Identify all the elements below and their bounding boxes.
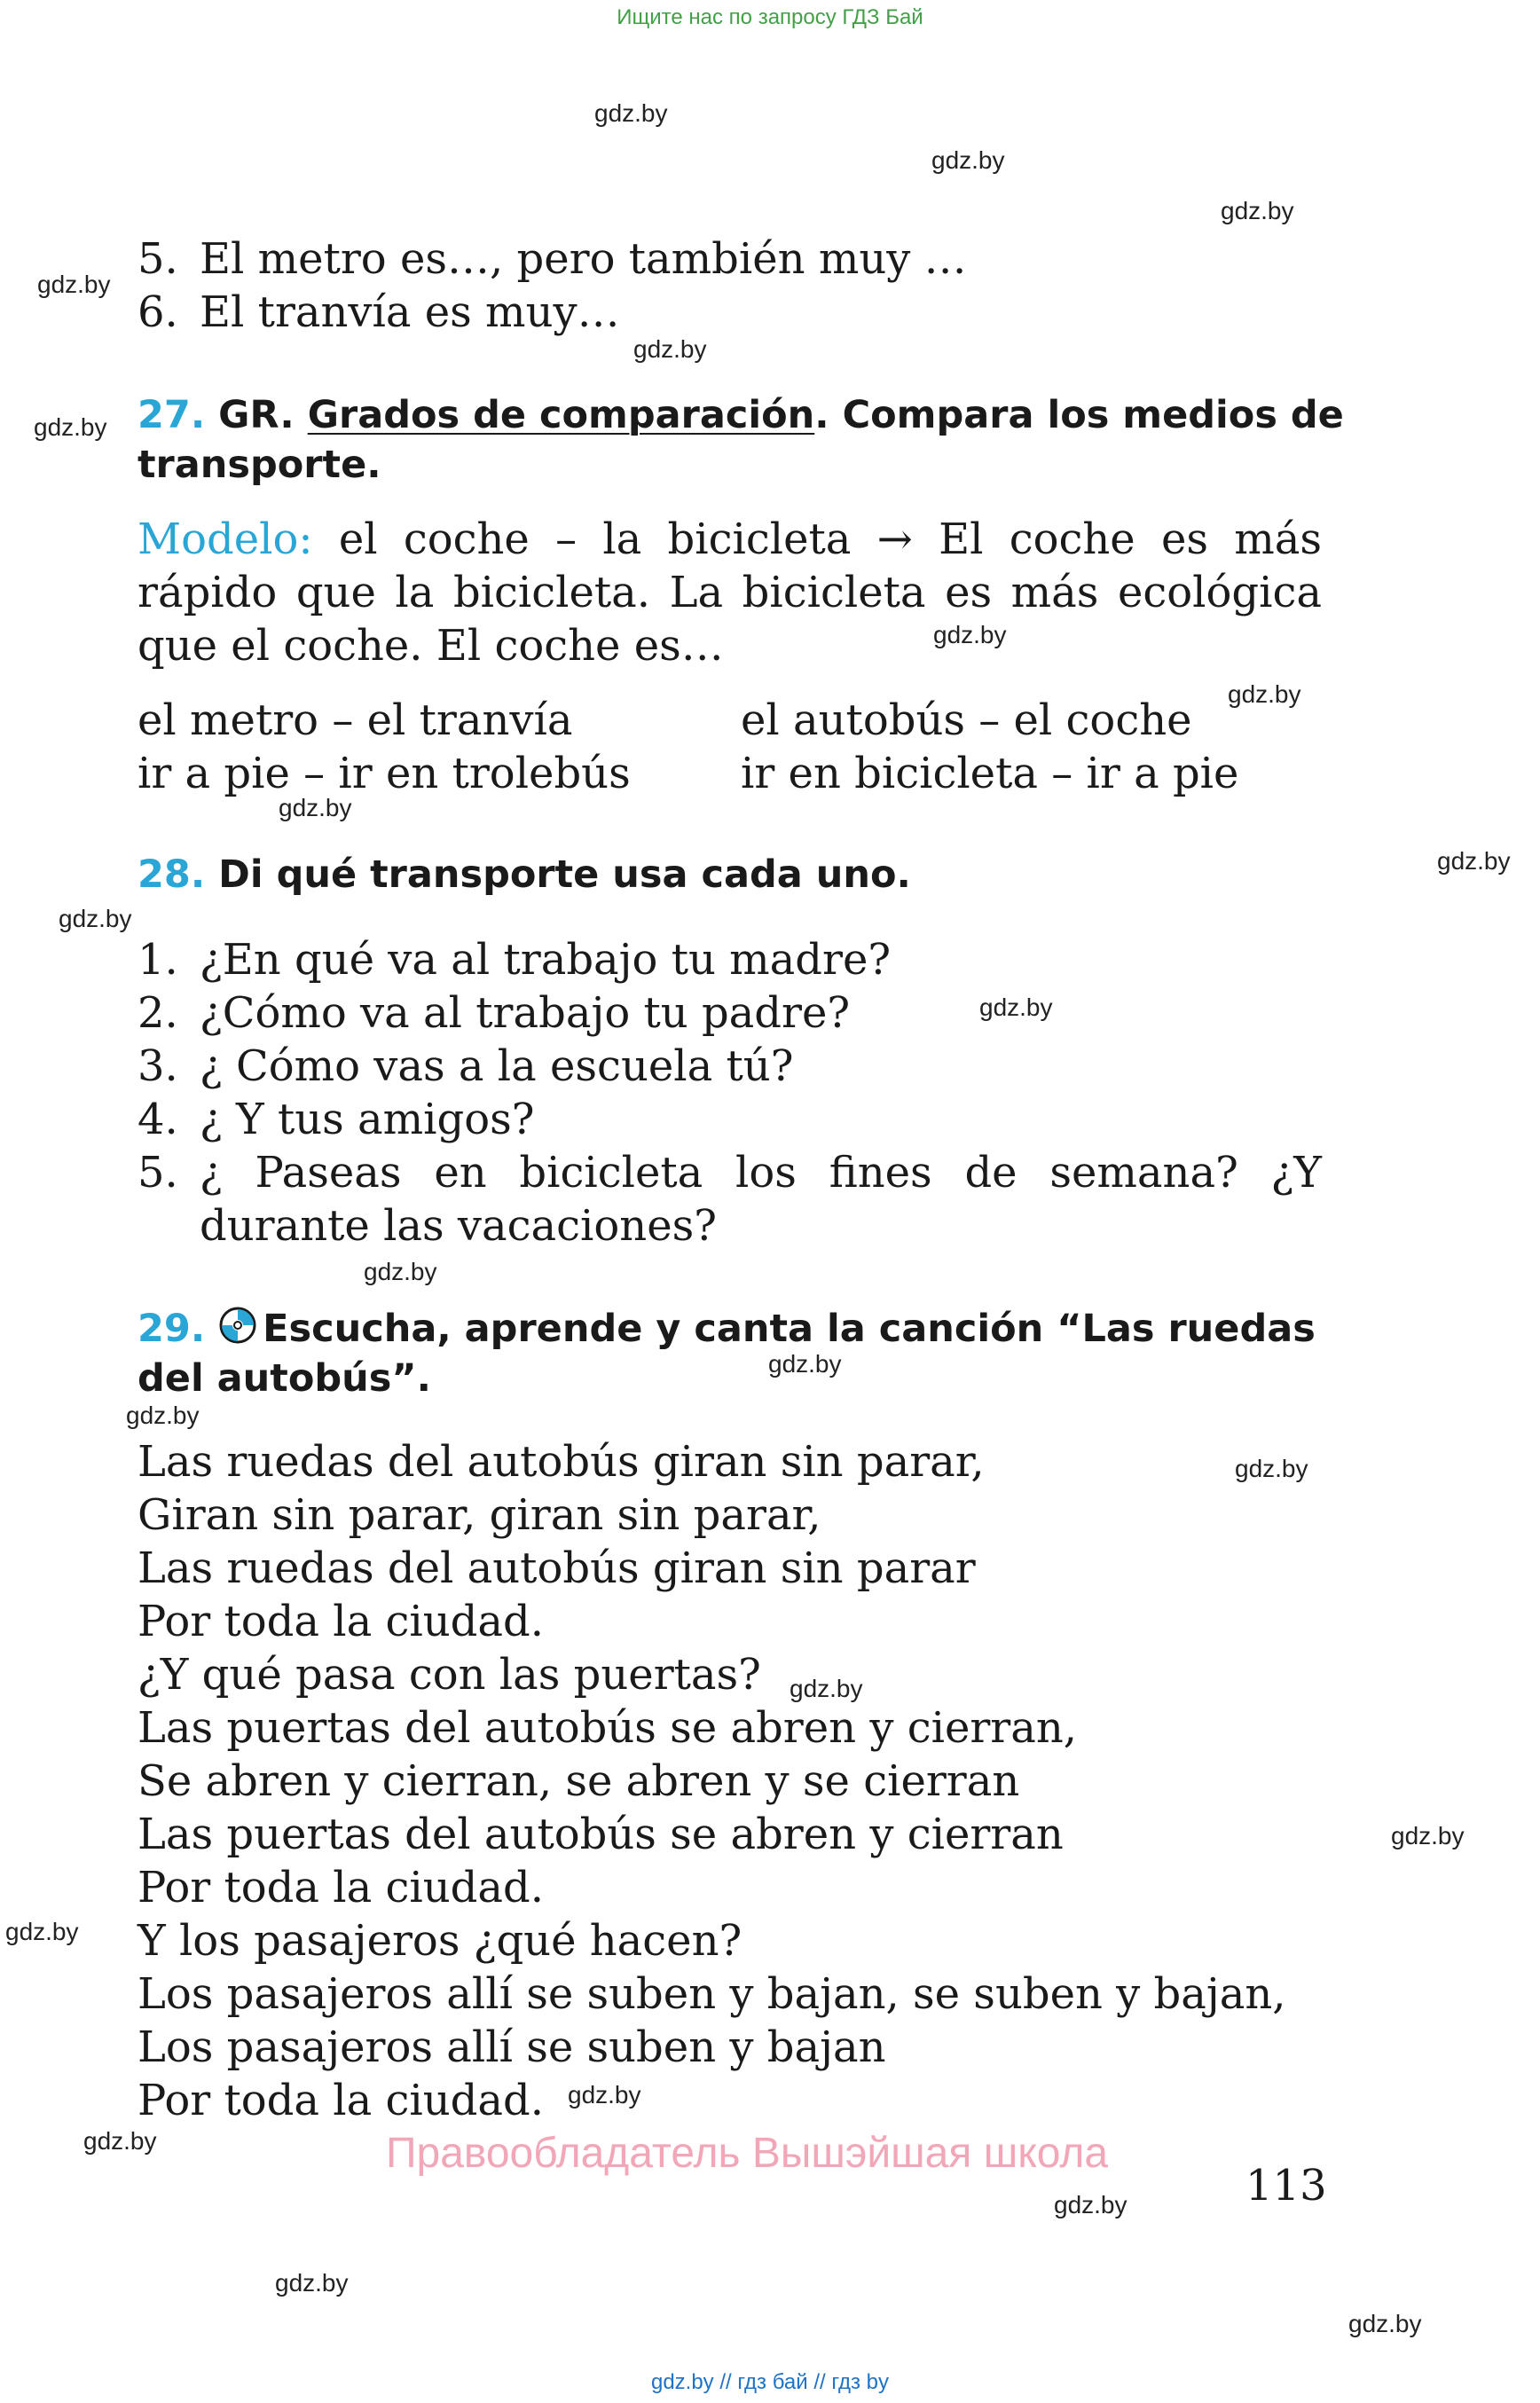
question-item: 5. ¿ Paseas en bicicleta los fines de semana? ¿Y durante las vacaciones? — [138, 1148, 1322, 1251]
song-line: Por toda la ciudad. — [138, 1597, 544, 1646]
song-line: Las puertas del autobús se abren y cierran, — [138, 1703, 1078, 1753]
song-line: Y los pasajeros ¿qué hacen? — [138, 1916, 742, 1966]
watermark: gdz.by — [1391, 1822, 1465, 1849]
song-line: Se abren y cierran, se abren y se cierran — [138, 1756, 1020, 1806]
watermark: gdz.by — [933, 621, 1007, 648]
song-line: Por toda la ciudad. — [138, 1863, 544, 1912]
top-banner[interactable]: Ищите нас по запросу ГДЗ Бай — [617, 5, 923, 29]
watermark: gdz.by — [1235, 1455, 1308, 1482]
watermark: gdz.by — [275, 2269, 349, 2297]
exercise-27-title: 27. GR. Grados de comparación. Compara los medios de — [138, 393, 1344, 437]
cd-icon[interactable] — [218, 1306, 257, 1357]
pair-item: el autobús – el coche — [741, 695, 1192, 745]
watermark: gdz.by — [931, 146, 1005, 174]
watermark: gdz.by — [1228, 680, 1301, 708]
grammar-link[interactable]: Grados de comparación — [307, 393, 815, 437]
watermark: gdz.by — [568, 2081, 641, 2109]
watermark: gdz.by — [83, 2127, 157, 2155]
song-line: Por toda la ciudad. — [138, 2076, 544, 2125]
exercise-27-title-line2: transporte. — [138, 443, 381, 487]
watermark: gdz.by — [59, 905, 132, 932]
watermark: gdz.by — [1054, 2191, 1128, 2218]
model-label: Modelo: — [138, 514, 313, 564]
watermark: gdz.by — [1221, 197, 1294, 224]
song-line: Los pasajeros allí se suben y bajan, se suben y bajan, — [138, 1969, 1286, 2019]
watermark: gdz.by — [979, 993, 1053, 1021]
watermark: gdz.by — [633, 335, 707, 363]
watermark: gdz.by — [279, 794, 352, 821]
song-line: Giran sin parar, giran sin parar, — [138, 1490, 821, 1540]
footer-links[interactable]: gdz.by // гдз бай // гдз by — [650, 2370, 890, 2394]
watermark: gdz.by — [364, 1258, 437, 1285]
song-line: Los pasajeros allí se suben y bajan — [138, 2022, 886, 2072]
watermark: gdz.by — [1348, 2310, 1422, 2337]
exercise-28-title: 28. Di qué transporte usa cada uno. — [138, 852, 911, 897]
exercise-number: 28. — [138, 852, 206, 897]
watermark: gdz.by — [5, 1918, 79, 1945]
song-line: Las ruedas del autobús giran sin parar — [138, 1543, 976, 1593]
list-item: 5. El metro es…, pero también muy … — [138, 234, 967, 284]
model-paragraph: Modelo: el coche – la bicicleta → El coche es más rápido que la bicicleta. La bicicleta es más ecológica que el coche. El coche es… — [138, 514, 1322, 671]
watermark: gdz.by — [768, 1350, 842, 1378]
question-item: 4. ¿ Y tus amigos? — [138, 1095, 535, 1144]
list-item: 6. El tranvía es muy… — [138, 287, 620, 337]
watermark: gdz.by — [1437, 847, 1511, 875]
question-item: 3. ¿ Cómo vas a la escuela tú? — [138, 1041, 794, 1091]
exercise-number: 29. — [138, 1307, 206, 1351]
song-line: ¿Y qué pasa con las puertas? — [138, 1650, 761, 1700]
watermark: gdz.by — [126, 1402, 200, 1429]
watermark: gdz.by — [790, 1675, 863, 1702]
question-item: 1. ¿En qué va al trabajo tu madre? — [138, 935, 892, 985]
song-lyrics — [138, 1435, 1286, 2127]
pair-item: ir a pie – ir en trolebús — [138, 749, 631, 798]
exercise-number: 27. — [138, 393, 206, 437]
page-number: 113 — [1245, 2161, 1327, 2211]
song-line: Las ruedas del autobús giran sin parar, — [138, 1437, 985, 1487]
song-line: Las puertas del autobús se abren y cierran — [138, 1810, 1064, 1859]
exercise-29-title-line2: del autobús”. — [138, 1356, 431, 1401]
watermark: gdz.by — [34, 413, 107, 441]
copyright-notice: Правообладатель Вышэйшая школа — [386, 2130, 1109, 2177]
question-item: 2. ¿Cómo va al trabajo tu padre? — [138, 988, 851, 1038]
watermark: gdz.by — [37, 271, 111, 298]
pair-item: ir en bicicleta – ir a pie — [741, 749, 1239, 798]
pair-item: el metro – el tranvía — [138, 695, 573, 745]
watermark: gdz.by — [594, 99, 668, 127]
exercise-29-title: 29. Escucha, aprende y canta la canción “Las ruedas — [138, 1304, 1316, 1357]
